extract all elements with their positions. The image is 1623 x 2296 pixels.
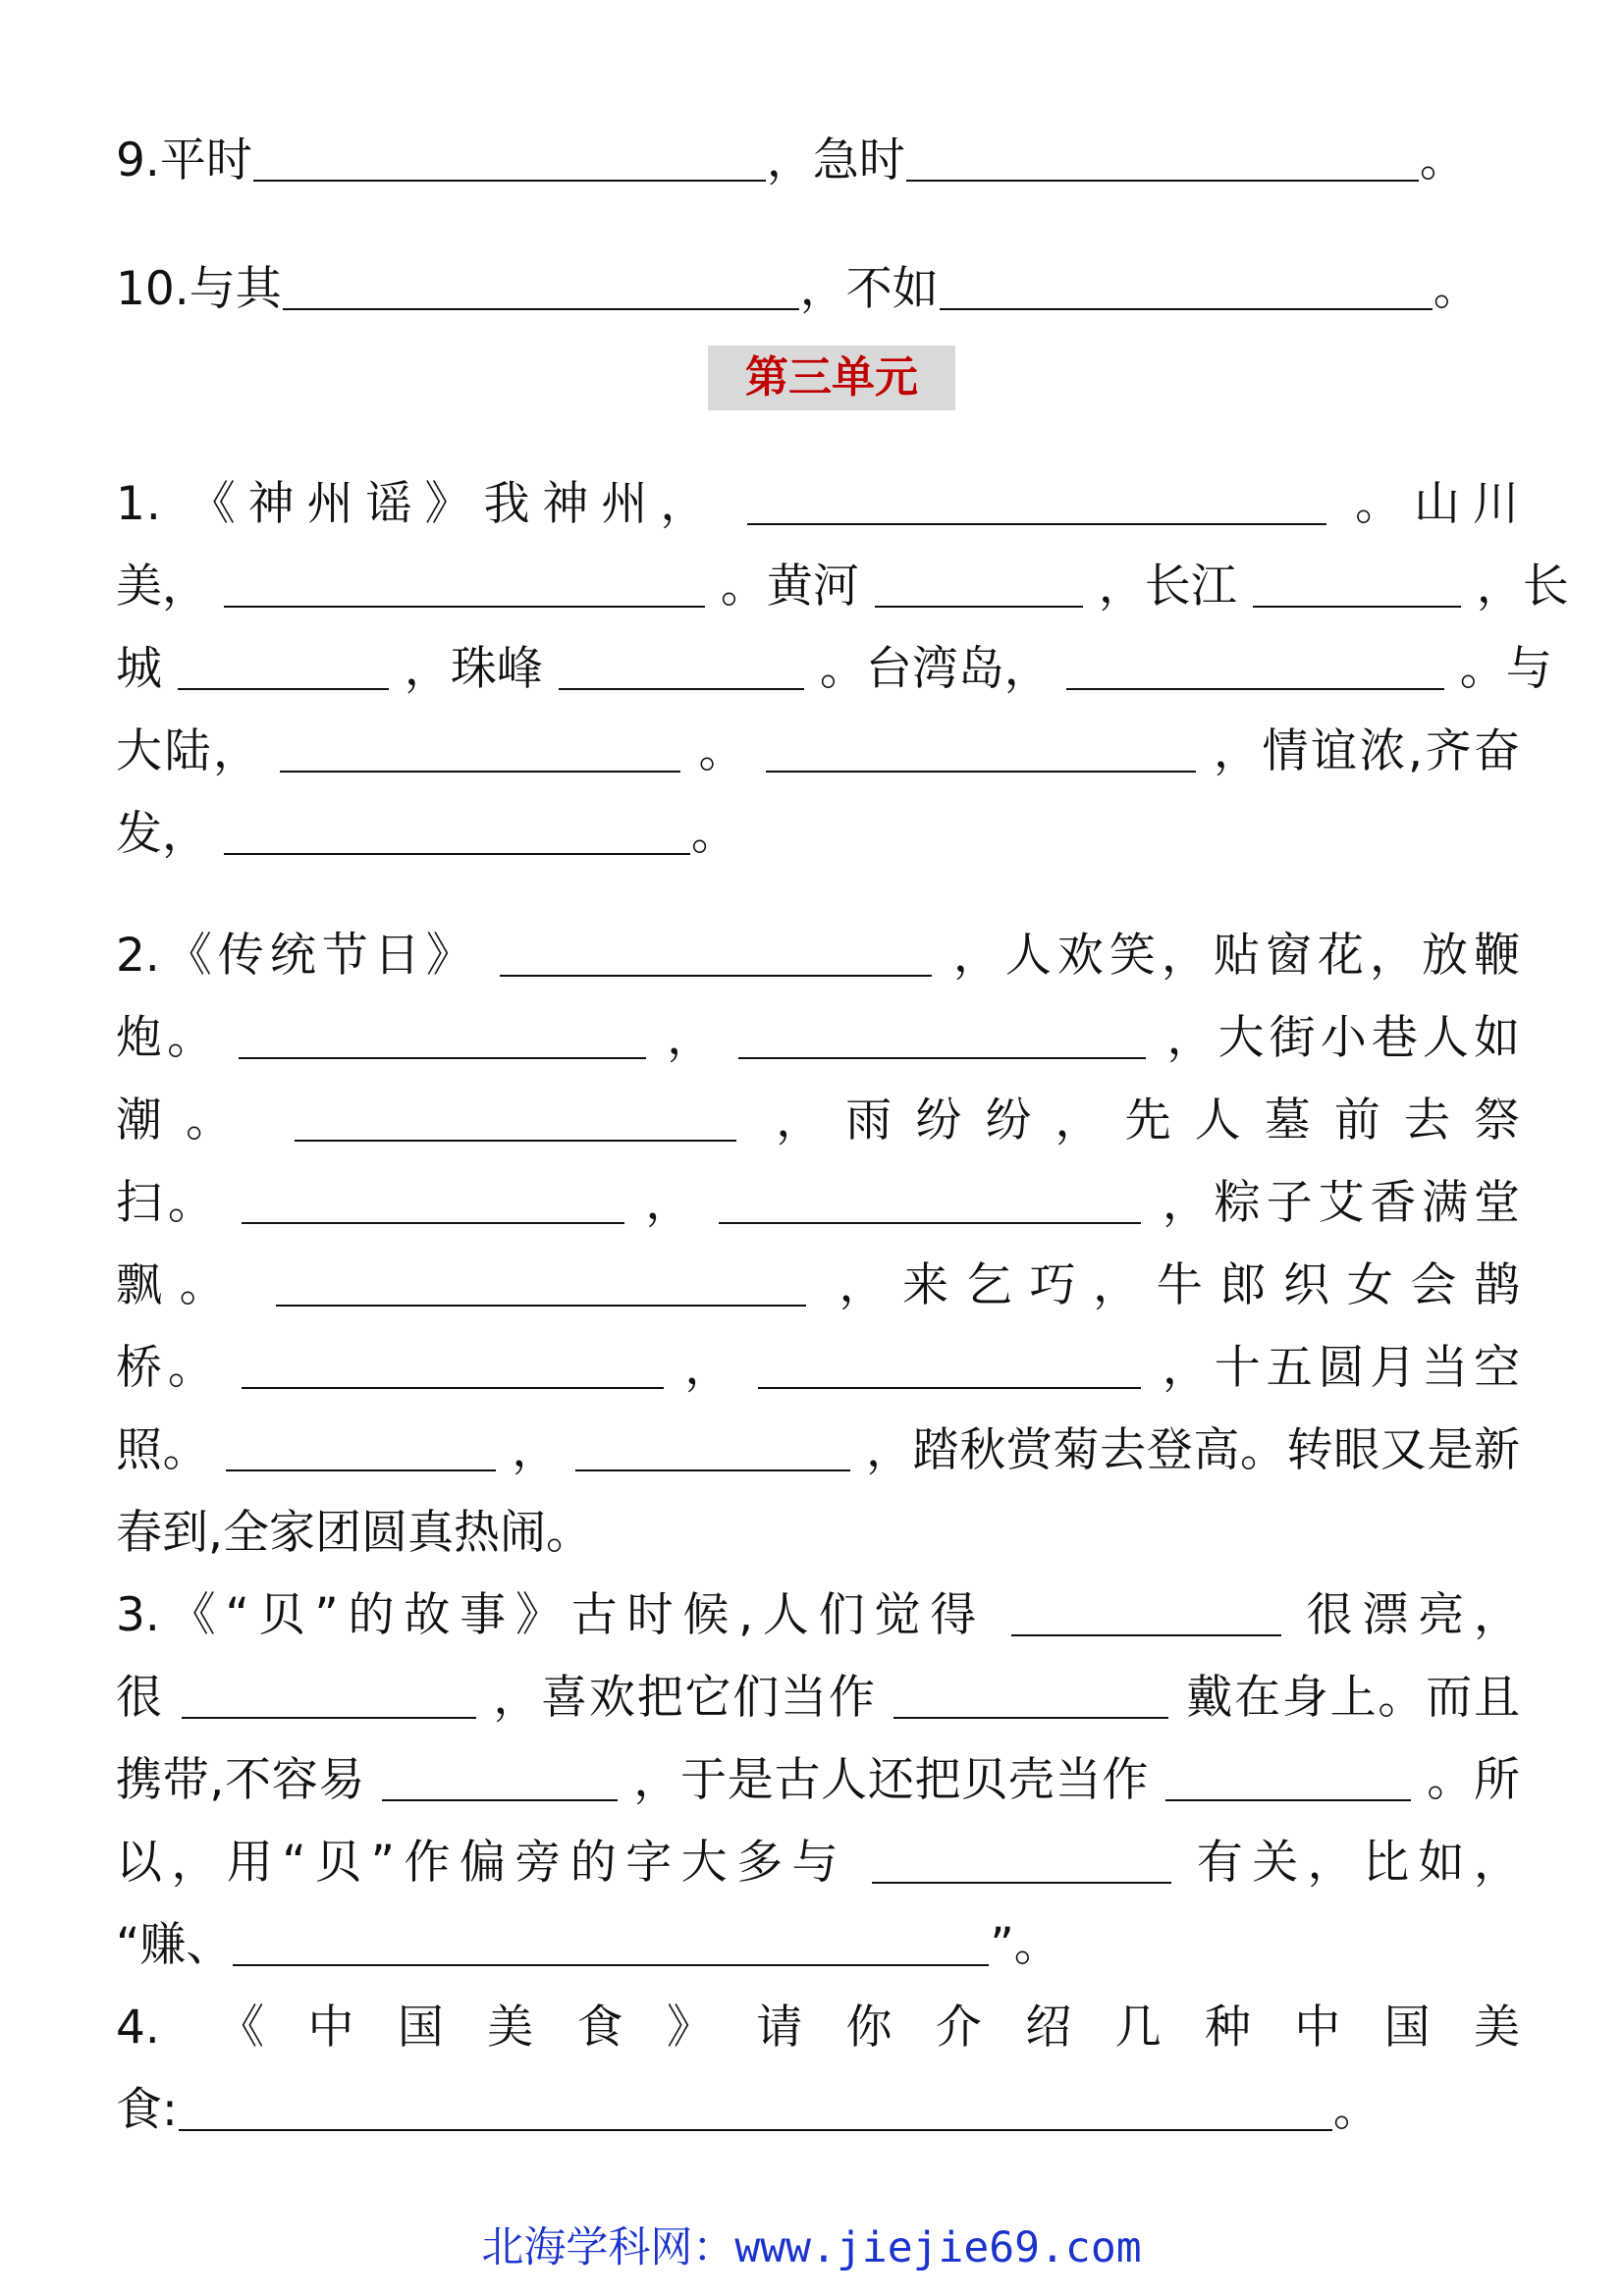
- fill-blank[interactable]: [766, 731, 1196, 773]
- q1-line-2: 美， 。黄河 ，长江 ，长: [116, 560, 1569, 614]
- fill-blank[interactable]: [382, 1760, 618, 1801]
- item-9-prefix: 9.平时: [116, 133, 252, 187]
- fill-blank[interactable]: [906, 140, 1419, 182]
- q2-line-7: 照。 ， ，踏秋赏菊去登高。转眼又是新: [116, 1423, 1520, 1477]
- q1-line-5: 发， 。: [116, 807, 737, 861]
- fill-blank[interactable]: [224, 566, 705, 608]
- fill-blank[interactable]: [1253, 566, 1461, 608]
- fill-blank[interactable]: [940, 269, 1433, 310]
- q3-line-4: 以，用“贝”作偏旁的字大多与 有关，比如，: [116, 1836, 1520, 1890]
- fill-blank[interactable]: [893, 1678, 1168, 1719]
- footer-url[interactable]: www.jiejie69.com: [734, 2223, 1142, 2272]
- q2-line-4: 扫。 ， ，粽子艾香满堂: [116, 1176, 1521, 1230]
- q3-line-5: “赚、 ”。: [116, 1918, 1060, 1972]
- fill-blank[interactable]: [1066, 649, 1444, 690]
- fill-blank[interactable]: [283, 269, 799, 310]
- fill-blank[interactable]: [500, 935, 932, 977]
- item-10-middle: ，不如: [799, 262, 939, 316]
- fill-blank[interactable]: [178, 649, 389, 690]
- fill-blank[interactable]: [224, 814, 690, 855]
- q3-line-2: 很 ，喜欢把它们当作 戴在身上。而且: [116, 1671, 1521, 1725]
- item-10: 10.与其 ，不如 。: [116, 262, 1480, 316]
- fill-blank[interactable]: [719, 1183, 1141, 1224]
- q2-line-1: 2.《传统节日》 ，人欢笑，贴窗花，放鞭: [116, 929, 1520, 983]
- fill-blank[interactable]: [253, 140, 766, 182]
- fill-blank[interactable]: [738, 1018, 1146, 1059]
- q1-line-1: 1. 《神州谣》我神州， 。山川: [116, 477, 1520, 531]
- fill-blank[interactable]: [1165, 1760, 1411, 1801]
- fill-blank[interactable]: [559, 649, 804, 690]
- item-9: 9.平时 ，急时 。: [116, 133, 1466, 187]
- q4-line-2: 食: 。: [116, 2083, 1380, 2137]
- fill-blank[interactable]: [233, 1925, 989, 1966]
- q1-line-3: 城 ，珠峰 。台湾岛， 。与: [116, 642, 1552, 696]
- fill-blank[interactable]: [226, 1430, 496, 1471]
- q2-line-8: 春到,全家团圆真热闹。: [116, 1506, 592, 1560]
- fill-blank[interactable]: [295, 1100, 736, 1142]
- fill-blank[interactable]: [872, 1842, 1171, 1884]
- fill-blank[interactable]: [242, 1183, 624, 1224]
- item-9-middle: ，急时: [766, 133, 905, 187]
- fill-blank[interactable]: [875, 566, 1083, 608]
- fill-blank[interactable]: [276, 1265, 806, 1307]
- footer-watermark: [0, 2218, 1623, 2277]
- item-10-prefix: 10.与其: [116, 262, 282, 316]
- q2-line-3: 潮。 ，雨纷纷，先人墓前去祭: [116, 1094, 1520, 1148]
- fill-blank[interactable]: [239, 1018, 646, 1059]
- fill-blank[interactable]: [758, 1348, 1141, 1389]
- fill-blank[interactable]: [747, 484, 1326, 525]
- q2-line-2: 炮。 ， ，大街小巷人如: [116, 1011, 1521, 1065]
- fill-blank[interactable]: [242, 1348, 664, 1389]
- fill-blank[interactable]: [179, 2090, 1332, 2131]
- footer-site-name: 北海学科网：: [481, 2223, 735, 2272]
- q3-line-3: 携带,不容易 ，于是古人还把贝壳当作 。所: [116, 1753, 1520, 1807]
- q2-line-5: 飘。 ，来乞巧，牛郎织女会鹊: [116, 1258, 1520, 1312]
- q3-line-1: 3.《“贝”的故事》古时候,人们觉得 很漂亮，: [116, 1588, 1520, 1642]
- fill-blank[interactable]: [575, 1430, 850, 1471]
- unit-title: 第三单元: [708, 346, 955, 410]
- q2-line-6: 桥。 ， ，十五圆月当空: [116, 1341, 1521, 1395]
- fill-blank[interactable]: [280, 731, 680, 773]
- fill-blank[interactable]: [182, 1678, 476, 1719]
- fill-blank[interactable]: [1011, 1595, 1281, 1636]
- q1-line-4: 大陆， 。 ，情谊浓,齐奋: [116, 724, 1521, 778]
- q4-line-1: 4. 《中国美食》请你介绍几种中国美: [116, 2001, 1520, 2055]
